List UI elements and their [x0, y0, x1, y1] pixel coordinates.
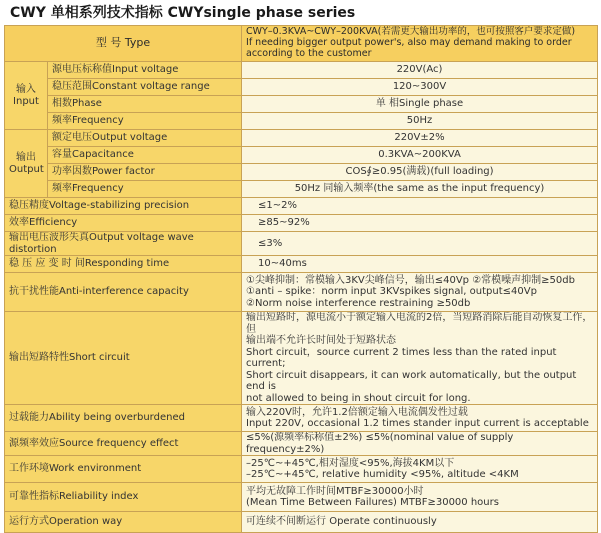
row-value: 可连续不间断运行 Operate continuously [242, 512, 598, 533]
table-row [5, 181, 598, 198]
row-value: ≤5%(源频率标称值±2%) ≤5%(nominal value of supply frequency±2%) [242, 432, 598, 456]
row-value-line: ①尖峰抑制：常模输入3KV尖峰信号，输出≤40Vp ②常模噪声抑制≥50db [246, 274, 575, 286]
row-value-line: not allowed to being in shout circuit for long. [246, 392, 471, 404]
input-group-label [5, 62, 48, 130]
table-row [5, 232, 598, 256]
table-row [5, 273, 598, 312]
spec-table [4, 25, 598, 533]
input-group-label-en: Input [13, 95, 39, 107]
row-label: 工作环境Work environment [5, 456, 242, 483]
row-label: 稳压精度Voltage-stabilizing precision [5, 198, 242, 215]
row-value: 单 相Single phase [242, 96, 598, 113]
row-value-line: ②Norm noise interference restraining ≥50db [246, 297, 471, 309]
row-value-line: –25℃~+45℃,相对湿度<95%,海拔4KM以下 [246, 457, 455, 469]
output-group-label-cn: 输出 [16, 152, 36, 163]
output-group-label-en: Output [9, 163, 44, 175]
row-label: 功率因数Power factor [48, 164, 242, 181]
type-value-line: CWY–0.3KVA~CWY–200KVA(若需更大输出功率的，也可按照客户要求定做) [246, 26, 576, 38]
table-row [5, 62, 598, 79]
row-value-line: Short circuit disappears, it can work automatically, but the output end is [246, 369, 577, 392]
row-value: 50Hz 同输入频率(the same as the input frequency) [242, 181, 598, 198]
table-row [5, 147, 598, 164]
row-value: ≤3% [242, 232, 598, 256]
row-value [242, 456, 598, 483]
row-value [242, 483, 598, 512]
row-value-line: 输出端不允许长时间处于短路状态 [246, 335, 397, 346]
row-value-line: (Mean Time Between Failures) MTBF≥30000 hours [246, 497, 499, 508]
row-value: 220V(Ac) [242, 62, 598, 79]
type-label: 型 号 Type [5, 26, 242, 62]
table-row [5, 483, 598, 512]
table-row [5, 96, 598, 113]
row-label: 频率Frequency [48, 113, 242, 130]
row-label: 输出电压波形失真Output voltage wave distortion [5, 232, 242, 256]
type-value-line: according to the customer [246, 47, 372, 59]
table-row [5, 198, 598, 215]
row-label: 效率Efficiency [5, 215, 242, 232]
row-label: 额定电压Output voltage [48, 130, 242, 147]
row-value: 0.3KVA~200KVA [242, 147, 598, 164]
type-value-line: If needing bigger output power's, also may demand making to order [246, 37, 572, 49]
row-value [242, 312, 598, 405]
table-row [5, 512, 598, 533]
row-value-line: 平均无故障工作时间MTBF≥30000小时 [246, 485, 424, 497]
table-row [5, 79, 598, 96]
table-row [5, 130, 598, 147]
output-group-label [5, 130, 48, 198]
type-value [242, 26, 598, 62]
row-label: 频率Frequency [48, 181, 242, 198]
row-label: 源电压标称值Input voltage [48, 62, 242, 79]
table-row [5, 113, 598, 130]
table-row [5, 215, 598, 232]
row-label: 相数Phase [48, 96, 242, 113]
row-value-line: Short circuit，source current 2 times less than the rated input current; [246, 346, 557, 369]
row-value-line: ①anti – spike：norm input 3KVspikes signal, output≤40Vp [246, 286, 537, 298]
page-title: CWY 单相系列技术指标 CWYsingle phase series [10, 5, 356, 21]
row-value: 10~40ms [242, 256, 598, 273]
row-value-line: 输出短路时，源电流小于额定输入电流的2倍，当短路消除后能自动恢复工作，但 [246, 312, 593, 335]
row-label: 输出短路特性Short circuit [5, 312, 242, 405]
row-value: ≤1~2% [242, 198, 598, 215]
table-row [5, 456, 598, 483]
row-label: 运行方式Operation way [5, 512, 242, 533]
type-row [5, 26, 598, 62]
row-value: COS∮≥0.95(满载)(full loading) [242, 164, 598, 181]
row-value [242, 405, 598, 432]
row-label: 源频率效应Source frequency effect [5, 432, 242, 456]
row-label: 抗干扰性能Anti-interference capacity [5, 273, 242, 312]
row-value [242, 273, 598, 312]
row-value-line: Input 220V, occasional 1.2 times stander input current is acceptable [246, 418, 589, 429]
row-value: 220V±2% [242, 130, 598, 147]
row-value: ≥85~92% [242, 215, 598, 232]
row-label: 过载能力Ability being overburdened [5, 405, 242, 432]
input-group-label-cn: 输入 [16, 84, 36, 95]
row-value-line: –25℃~+45℃, relative humidity <95%, altitude <4KM [246, 469, 519, 480]
row-label: 稳 压 应 变 时 间Responding time [5, 256, 242, 273]
row-value: 120~300V [242, 79, 598, 96]
table-row [5, 164, 598, 181]
table-row [5, 256, 598, 273]
table-row [5, 312, 598, 405]
row-label: 容量Capacitance [48, 147, 242, 164]
table-row [5, 432, 598, 456]
table-row [5, 405, 598, 432]
row-value: 50Hz [242, 113, 598, 130]
row-value-line: 输入220V时，允许1.2倍额定输入电流偶发性过载 [246, 406, 468, 418]
row-label: 稳压范围Constant voltage range [48, 79, 242, 96]
row-label: 可靠性指标Reliability index [5, 483, 242, 512]
